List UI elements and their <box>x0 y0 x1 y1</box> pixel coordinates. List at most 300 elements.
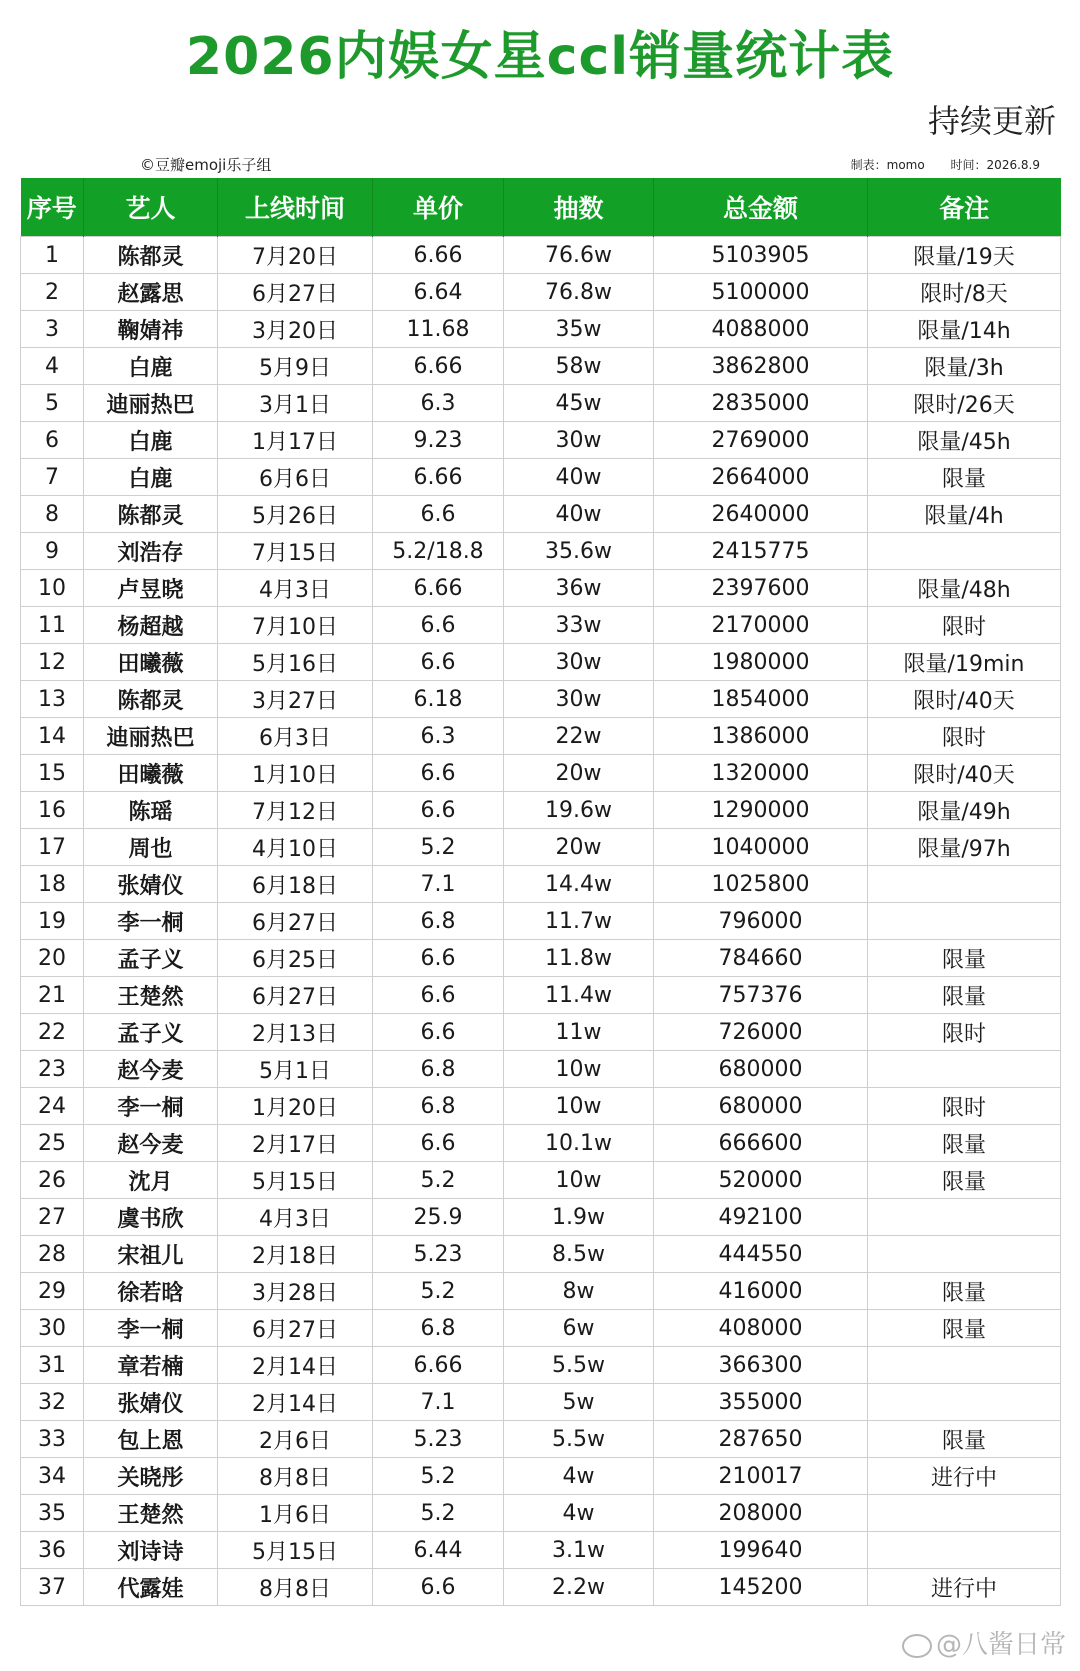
cell-draws: 5.5w <box>504 1347 654 1384</box>
cell-unit-price: 6.66 <box>373 1347 504 1384</box>
cell-total: 680000 <box>654 1088 868 1125</box>
cell-draws: 10w <box>504 1088 654 1125</box>
cell-total: 1320000 <box>654 755 868 792</box>
cell-notes: 限时 <box>868 1014 1061 1051</box>
watermark-text: @八酱日常 <box>935 1630 1066 1660</box>
cell-launch-date: 5月15日 <box>218 1532 373 1569</box>
cell-notes <box>868 1051 1061 1088</box>
cell-unit-price: 6.3 <box>373 718 504 755</box>
table-row <box>21 1051 1061 1088</box>
cell-index: 23 <box>21 1051 84 1088</box>
cell-unit-price: 6.66 <box>373 237 504 274</box>
cell-notes <box>868 903 1061 940</box>
cell-notes <box>868 866 1061 903</box>
cell-draws: 33w <box>504 607 654 644</box>
cell-unit-price: 7.1 <box>373 866 504 903</box>
cell-artist: 代露娃 <box>84 1569 218 1606</box>
cell-launch-date: 2月14日 <box>218 1347 373 1384</box>
table-row <box>21 1458 1061 1495</box>
cell-total: 199640 <box>654 1532 868 1569</box>
cell-launch-date: 5月26日 <box>218 496 373 533</box>
cell-notes: 限量/3h <box>868 348 1061 385</box>
cell-draws: 19.6w <box>504 792 654 829</box>
cell-launch-date: 7月12日 <box>218 792 373 829</box>
cell-notes: 限量/45h <box>868 422 1061 459</box>
cell-artist: 李一桐 <box>84 1310 218 1347</box>
cell-total: 2397600 <box>654 570 868 607</box>
cell-artist: 陈都灵 <box>84 496 218 533</box>
cell-total: 784660 <box>654 940 868 977</box>
cell-notes: 限量 <box>868 1421 1061 1458</box>
cell-notes: 限量/48h <box>868 570 1061 607</box>
cell-notes: 进行中 <box>868 1458 1061 1495</box>
subtitle: 持续更新 <box>927 102 1056 140</box>
cell-launch-date: 2月18日 <box>218 1236 373 1273</box>
cell-index: 29 <box>21 1273 84 1310</box>
table-row <box>21 644 1061 681</box>
cell-unit-price: 5.23 <box>373 1236 504 1273</box>
table-row <box>21 1273 1061 1310</box>
cell-unit-price: 11.68 <box>373 311 504 348</box>
cell-unit-price: 6.6 <box>373 1014 504 1051</box>
cell-notes: 限量 <box>868 1310 1061 1347</box>
cell-notes <box>868 1199 1061 1236</box>
table-row <box>21 755 1061 792</box>
cell-index: 15 <box>21 755 84 792</box>
cell-total: 145200 <box>654 1569 868 1606</box>
cell-total: 1290000 <box>654 792 868 829</box>
header-index: 序号 <box>21 178 84 237</box>
cell-unit-price: 5.2 <box>373 1495 504 1532</box>
cell-artist: 周也 <box>84 829 218 866</box>
cell-draws: 10.1w <box>504 1125 654 1162</box>
cell-index: 28 <box>21 1236 84 1273</box>
cell-launch-date: 7月20日 <box>218 237 373 274</box>
cell-launch-date: 3月27日 <box>218 681 373 718</box>
cell-launch-date: 6月25日 <box>218 940 373 977</box>
cell-launch-date: 2月14日 <box>218 1384 373 1421</box>
cell-launch-date: 4月3日 <box>218 1199 373 1236</box>
cell-total: 366300 <box>654 1347 868 1384</box>
table-row <box>21 1088 1061 1125</box>
cell-index: 27 <box>21 1199 84 1236</box>
cell-unit-price: 5.2 <box>373 1273 504 1310</box>
cell-draws: 35w <box>504 311 654 348</box>
cell-artist: 李一桐 <box>84 903 218 940</box>
cell-unit-price: 6.6 <box>373 792 504 829</box>
cell-launch-date: 1月10日 <box>218 755 373 792</box>
cell-launch-date: 1月6日 <box>218 1495 373 1532</box>
table-row <box>21 1347 1061 1384</box>
cell-notes: 限量/19min <box>868 644 1061 681</box>
cell-unit-price: 7.1 <box>373 1384 504 1421</box>
header-launch-date: 上线时间 <box>218 178 373 237</box>
cell-artist: 赵今麦 <box>84 1125 218 1162</box>
cell-index: 17 <box>21 829 84 866</box>
table-row <box>21 1569 1061 1606</box>
cell-unit-price: 6.66 <box>373 348 504 385</box>
cell-unit-price: 5.2 <box>373 829 504 866</box>
cell-artist: 赵露思 <box>84 274 218 311</box>
table-row <box>21 1421 1061 1458</box>
cell-artist: 王楚然 <box>84 977 218 1014</box>
cell-draws: 36w <box>504 570 654 607</box>
cell-artist: 田曦薇 <box>84 644 218 681</box>
table-row <box>21 496 1061 533</box>
cell-index: 4 <box>21 348 84 385</box>
table-row <box>21 977 1061 1014</box>
cell-artist: 卢昱晓 <box>84 570 218 607</box>
cell-draws: 40w <box>504 459 654 496</box>
cell-total: 355000 <box>654 1384 868 1421</box>
cell-draws: 5.5w <box>504 1421 654 1458</box>
cell-total: 796000 <box>654 903 868 940</box>
table-row <box>21 385 1061 422</box>
cell-index: 7 <box>21 459 84 496</box>
cell-draws: 1.9w <box>504 1199 654 1236</box>
cell-total: 5103905 <box>654 237 868 274</box>
cell-draws: 45w <box>504 385 654 422</box>
cell-total: 2415775 <box>654 533 868 570</box>
table-row <box>21 1125 1061 1162</box>
cell-unit-price: 6.18 <box>373 681 504 718</box>
table-row <box>21 829 1061 866</box>
header-total: 总金额 <box>654 178 868 237</box>
cell-launch-date: 6月27日 <box>218 977 373 1014</box>
cell-draws: 3.1w <box>504 1532 654 1569</box>
cell-index: 32 <box>21 1384 84 1421</box>
header-unit-price: 单价 <box>373 178 504 237</box>
cell-index: 8 <box>21 496 84 533</box>
cell-notes: 限时 <box>868 1088 1061 1125</box>
cell-notes: 限量/19天 <box>868 237 1061 274</box>
cell-artist: 鞠婧祎 <box>84 311 218 348</box>
table-row <box>21 1199 1061 1236</box>
cell-total: 408000 <box>654 1310 868 1347</box>
cell-unit-price: 25.9 <box>373 1199 504 1236</box>
cell-total: 757376 <box>654 977 868 1014</box>
table-row <box>21 681 1061 718</box>
cell-artist: 刘诗诗 <box>84 1532 218 1569</box>
cell-unit-price: 6.6 <box>373 755 504 792</box>
cell-draws: 6w <box>504 1310 654 1347</box>
table-row <box>21 237 1061 274</box>
cell-draws: 14.4w <box>504 866 654 903</box>
cell-unit-price: 6.66 <box>373 570 504 607</box>
cell-index: 35 <box>21 1495 84 1532</box>
cell-notes: 限时/26天 <box>868 385 1061 422</box>
cell-index: 2 <box>21 274 84 311</box>
cell-unit-price: 6.64 <box>373 274 504 311</box>
cell-notes: 限时/40天 <box>868 755 1061 792</box>
cell-notes: 限量 <box>868 459 1061 496</box>
cell-notes <box>868 533 1061 570</box>
cell-draws: 4w <box>504 1495 654 1532</box>
cell-artist: 田曦薇 <box>84 755 218 792</box>
cell-notes: 限量/97h <box>868 829 1061 866</box>
cell-launch-date: 5月15日 <box>218 1162 373 1199</box>
table-row <box>21 903 1061 940</box>
cell-artist: 张婧仪 <box>84 866 218 903</box>
cell-draws: 40w <box>504 496 654 533</box>
cell-artist: 刘浩存 <box>84 533 218 570</box>
cell-draws: 10w <box>504 1051 654 1088</box>
table-row <box>21 718 1061 755</box>
cell-unit-price: 6.6 <box>373 1125 504 1162</box>
cell-total: 287650 <box>654 1421 868 1458</box>
cell-draws: 5w <box>504 1384 654 1421</box>
table-row <box>21 570 1061 607</box>
cell-draws: 2.2w <box>504 1569 654 1606</box>
cell-notes: 限时/8天 <box>868 274 1061 311</box>
cell-index: 5 <box>21 385 84 422</box>
cell-total: 210017 <box>654 1458 868 1495</box>
cell-index: 36 <box>21 1532 84 1569</box>
cell-unit-price: 6.66 <box>373 459 504 496</box>
cell-launch-date: 2月6日 <box>218 1421 373 1458</box>
cell-index: 33 <box>21 1421 84 1458</box>
cell-total: 1854000 <box>654 681 868 718</box>
cell-launch-date: 6月3日 <box>218 718 373 755</box>
cell-index: 37 <box>21 1569 84 1606</box>
cell-total: 680000 <box>654 1051 868 1088</box>
cell-launch-date: 7月10日 <box>218 607 373 644</box>
table-row <box>21 311 1061 348</box>
cell-artist: 杨超越 <box>84 607 218 644</box>
cell-total: 2835000 <box>654 385 868 422</box>
cell-unit-price: 6.8 <box>373 1310 504 1347</box>
cell-launch-date: 5月16日 <box>218 644 373 681</box>
cell-notes <box>868 1495 1061 1532</box>
cell-artist: 张婧仪 <box>84 1384 218 1421</box>
cell-total: 2640000 <box>654 496 868 533</box>
cell-launch-date: 6月18日 <box>218 866 373 903</box>
cell-unit-price: 5.2 <box>373 1162 504 1199</box>
cell-artist: 孟子义 <box>84 940 218 977</box>
cell-draws: 30w <box>504 681 654 718</box>
cell-artist: 白鹿 <box>84 422 218 459</box>
cell-notes: 限量 <box>868 1273 1061 1310</box>
cell-unit-price: 6.8 <box>373 1088 504 1125</box>
cell-draws: 11.4w <box>504 977 654 1014</box>
cell-draws: 11.8w <box>504 940 654 977</box>
cell-artist: 陈瑶 <box>84 792 218 829</box>
cell-total: 444550 <box>654 1236 868 1273</box>
cell-draws: 58w <box>504 348 654 385</box>
watermark <box>902 1624 1066 1661</box>
cell-draws: 8.5w <box>504 1236 654 1273</box>
cell-unit-price: 6.6 <box>373 1569 504 1606</box>
cell-launch-date: 3月28日 <box>218 1273 373 1310</box>
cell-unit-price: 6.6 <box>373 977 504 1014</box>
cell-index: 10 <box>21 570 84 607</box>
cell-notes: 限量/14h <box>868 311 1061 348</box>
table-row <box>21 348 1061 385</box>
cell-draws: 10w <box>504 1162 654 1199</box>
header-artist: 艺人 <box>84 178 218 237</box>
cell-unit-price: 9.23 <box>373 422 504 459</box>
cell-draws: 8w <box>504 1273 654 1310</box>
table-row <box>21 1384 1061 1421</box>
cell-notes: 限量 <box>868 940 1061 977</box>
date-text: 时间：2026.8.9 <box>950 158 1040 172</box>
cell-unit-price: 5.2 <box>373 1458 504 1495</box>
cell-launch-date: 1月17日 <box>218 422 373 459</box>
table-row <box>21 1014 1061 1051</box>
cell-total: 520000 <box>654 1162 868 1199</box>
table-row <box>21 607 1061 644</box>
cell-artist: 沈月 <box>84 1162 218 1199</box>
cell-total: 208000 <box>654 1495 868 1532</box>
cell-unit-price: 6.6 <box>373 607 504 644</box>
cell-artist: 宋祖儿 <box>84 1236 218 1273</box>
sales-table <box>20 178 1061 1606</box>
cell-total: 1025800 <box>654 866 868 903</box>
cell-total: 2769000 <box>654 422 868 459</box>
table-row <box>21 533 1061 570</box>
cell-total: 5100000 <box>654 274 868 311</box>
cell-total: 2664000 <box>654 459 868 496</box>
cell-artist: 关晓彤 <box>84 1458 218 1495</box>
cell-index: 12 <box>21 644 84 681</box>
cell-notes: 限量 <box>868 977 1061 1014</box>
cell-index: 18 <box>21 866 84 903</box>
cell-artist: 章若楠 <box>84 1347 218 1384</box>
header-row <box>21 178 1061 237</box>
cell-artist: 白鹿 <box>84 348 218 385</box>
cell-draws: 76.6w <box>504 237 654 274</box>
cell-index: 1 <box>21 237 84 274</box>
cell-index: 34 <box>21 1458 84 1495</box>
cell-draws: 76.8w <box>504 274 654 311</box>
header-draws: 抽数 <box>504 178 654 237</box>
cell-launch-date: 3月1日 <box>218 385 373 422</box>
cell-launch-date: 6月27日 <box>218 274 373 311</box>
cell-unit-price: 6.44 <box>373 1532 504 1569</box>
cell-notes <box>868 1384 1061 1421</box>
cell-launch-date: 6月27日 <box>218 1310 373 1347</box>
table-row <box>21 792 1061 829</box>
cell-launch-date: 4月10日 <box>218 829 373 866</box>
cell-artist: 王楚然 <box>84 1495 218 1532</box>
cell-index: 9 <box>21 533 84 570</box>
cell-total: 2170000 <box>654 607 868 644</box>
cell-launch-date: 4月3日 <box>218 570 373 607</box>
cell-index: 31 <box>21 1347 84 1384</box>
table-row <box>21 1236 1061 1273</box>
cell-total: 1040000 <box>654 829 868 866</box>
cell-notes: 限量/49h <box>868 792 1061 829</box>
cell-launch-date: 1月20日 <box>218 1088 373 1125</box>
cell-artist: 包上恩 <box>84 1421 218 1458</box>
cell-draws: 11w <box>504 1014 654 1051</box>
cell-artist: 孟子义 <box>84 1014 218 1051</box>
cell-notes: 限量 <box>868 1162 1061 1199</box>
cell-artist: 迪丽热巴 <box>84 385 218 422</box>
cell-launch-date: 5月9日 <box>218 348 373 385</box>
cell-unit-price: 6.6 <box>373 644 504 681</box>
cell-unit-price: 5.2/18.8 <box>373 533 504 570</box>
cell-artist: 白鹿 <box>84 459 218 496</box>
cell-draws: 30w <box>504 644 654 681</box>
page-title: 2026内娱女星ccl销量统计表 <box>185 27 895 87</box>
cell-total: 416000 <box>654 1273 868 1310</box>
cell-total: 492100 <box>654 1199 868 1236</box>
cell-notes: 限量/4h <box>868 496 1061 533</box>
cell-index: 20 <box>21 940 84 977</box>
cell-draws: 30w <box>504 422 654 459</box>
cell-index: 21 <box>21 977 84 1014</box>
cell-draws: 11.7w <box>504 903 654 940</box>
cell-index: 13 <box>21 681 84 718</box>
cell-artist: 李一桐 <box>84 1088 218 1125</box>
table-row <box>21 1310 1061 1347</box>
cell-total: 1980000 <box>654 644 868 681</box>
cell-total: 666600 <box>654 1125 868 1162</box>
cell-notes <box>868 1532 1061 1569</box>
table-row <box>21 274 1061 311</box>
cell-artist: 迪丽热巴 <box>84 718 218 755</box>
table-row <box>21 866 1061 903</box>
table-row <box>21 459 1061 496</box>
cell-artist: 虞书欣 <box>84 1199 218 1236</box>
cell-notes: 限量 <box>868 1125 1061 1162</box>
cell-launch-date: 7月15日 <box>218 533 373 570</box>
table-row <box>21 1532 1061 1569</box>
cell-draws: 35.6w <box>504 533 654 570</box>
cell-launch-date: 8月8日 <box>218 1458 373 1495</box>
table-row <box>21 1495 1061 1532</box>
cell-notes: 进行中 <box>868 1569 1061 1606</box>
cell-notes: 限时 <box>868 607 1061 644</box>
cell-index: 11 <box>21 607 84 644</box>
header-notes: 备注 <box>868 178 1061 237</box>
table-row <box>21 1162 1061 1199</box>
cell-notes <box>868 1236 1061 1273</box>
cell-notes: 限时/40天 <box>868 681 1061 718</box>
cell-unit-price: 6.3 <box>373 385 504 422</box>
cell-launch-date: 5月1日 <box>218 1051 373 1088</box>
cell-artist: 陈都灵 <box>84 681 218 718</box>
maker-text: 制表：momo <box>850 158 925 172</box>
table-row <box>21 940 1061 977</box>
cell-launch-date: 2月17日 <box>218 1125 373 1162</box>
cell-unit-price: 6.6 <box>373 496 504 533</box>
cell-draws: 20w <box>504 829 654 866</box>
credit-text: ©豆瓣emoji乐子组 <box>140 156 272 174</box>
cell-artist: 徐若晗 <box>84 1273 218 1310</box>
cell-launch-date: 6月27日 <box>218 903 373 940</box>
cell-launch-date: 3月20日 <box>218 311 373 348</box>
cell-index: 16 <box>21 792 84 829</box>
cell-draws: 20w <box>504 755 654 792</box>
cell-launch-date: 8月8日 <box>218 1569 373 1606</box>
cell-total: 3862800 <box>654 348 868 385</box>
meta-info <box>829 156 1040 173</box>
cell-launch-date: 2月13日 <box>218 1014 373 1051</box>
cell-index: 25 <box>21 1125 84 1162</box>
cell-total: 1386000 <box>654 718 868 755</box>
cell-unit-price: 6.8 <box>373 1051 504 1088</box>
cell-index: 6 <box>21 422 84 459</box>
cell-unit-price: 6.8 <box>373 903 504 940</box>
cell-index: 24 <box>21 1088 84 1125</box>
cell-draws: 4w <box>504 1458 654 1495</box>
cell-total: 726000 <box>654 1014 868 1051</box>
cell-index: 3 <box>21 311 84 348</box>
cell-unit-price: 6.6 <box>373 940 504 977</box>
cell-launch-date: 6月6日 <box>218 459 373 496</box>
